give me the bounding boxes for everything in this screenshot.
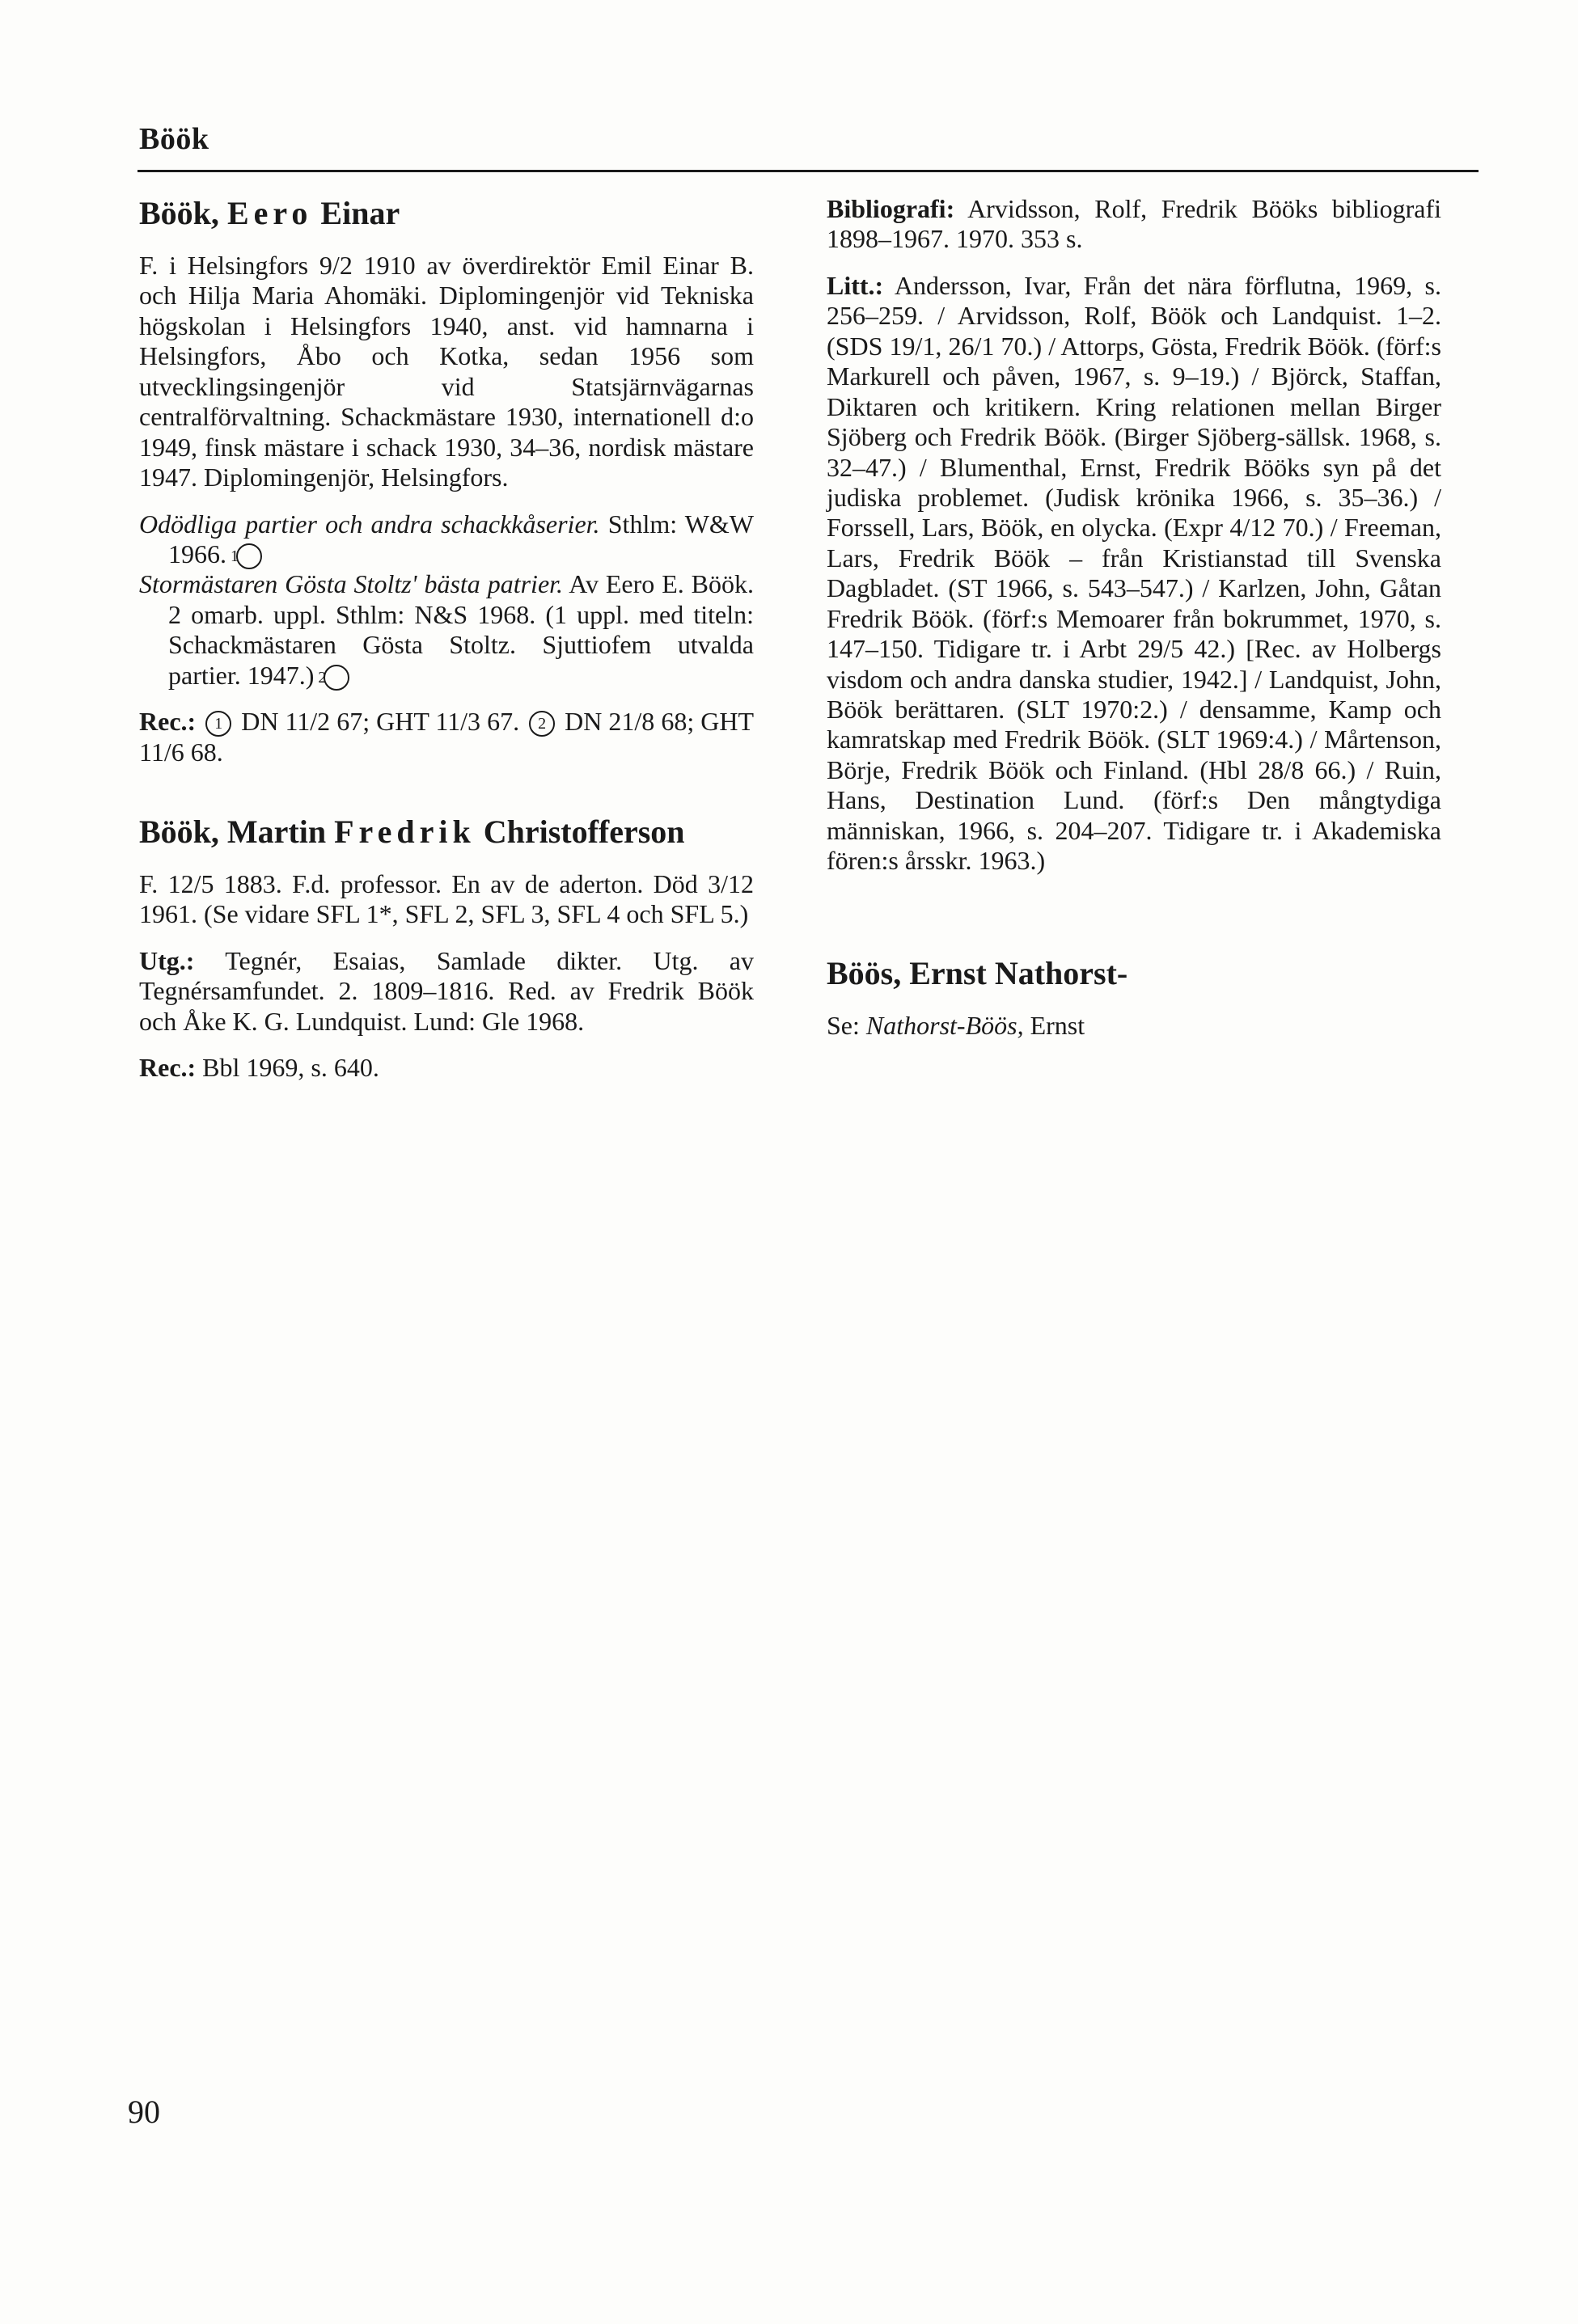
entry-forename: Einar	[320, 195, 400, 231]
reviews	[139, 1053, 754, 1083]
running-head: Böök	[139, 122, 209, 156]
works-list	[139, 509, 754, 691]
circled-number-1: 1	[236, 543, 262, 569]
entry-surname: Böök, Martin	[139, 813, 327, 850]
bibliography-text: Arvidsson, Rolf, Fredrik Bööks bibliografi 1898–1967. 1970. 353 s.	[827, 194, 1442, 254]
see-target: Nathorst-Böös,	[865, 1010, 1024, 1040]
entry-title-fredrik	[139, 813, 754, 851]
page-number: 90	[128, 2094, 160, 2130]
entry-bio: F. i Helsingfors 9/2 1910 av överdirektör Emil Einar B. och Hilja Maria Ahomäki. Diplomingenjör vid Tekniska högskolan i Helsingfors 1940, anst. vid hamnarna i Helsingfors, Åbo och Kotka, sedan 1956 som utvecklingsingenjör vid Statsjärnvägarnas centralförvaltning. Schackmästare 1930, internationell d:o 1949, finsk mästare i schack 1930, 34–36, nordisk mästare 1947. Diplomingenjör, Helsingfors.	[139, 251, 754, 492]
work-title: Odödliga partier och andra schackkåserier.	[139, 509, 600, 539]
reviews-label: Rec.:	[139, 1053, 197, 1083]
work-details: Sthlm: W&W 1966.	[168, 509, 755, 568]
right-column	[827, 194, 1441, 1057]
entry-title-eero	[139, 194, 754, 233]
entry-callname: Fredrik	[334, 813, 476, 850]
entry-title-boos: Böös, Ernst Nathorst-	[827, 954, 1128, 991]
bibliography-label: Bibliografi:	[827, 194, 955, 223]
circled-number-2: 2	[529, 711, 555, 737]
entry-surname: Böök,	[139, 195, 219, 231]
entry-callname: Eero	[226, 195, 313, 231]
editions-text: Tegnér, Esaias, Samlade dikter. Utg. av Tegnérsamfundet. 2. 1809–1816. Red. av Fredrik Böök och Åke K. G. Lundquist. Lund: Gle 1968.	[139, 945, 755, 1036]
work-item	[139, 509, 754, 570]
reviews-text: DN 21/8 68; GHT 11/6 68.	[139, 707, 755, 767]
reviews-text: Bbl 1969, s. 640.	[202, 1053, 379, 1083]
entry-forename: Christofferson	[483, 813, 685, 850]
entry-bio: F. 12/5 1883. F.d. professor. En av de aderton. Död 3/12 1961. (Se vidare SFL 1*, SFL 2, SFL 3, SFL 4 och SFL 5.)	[139, 869, 754, 929]
reviews-label: Rec.:	[139, 707, 197, 737]
work-item	[139, 569, 754, 691]
cross-reference	[827, 1011, 1441, 1041]
literature-label: Litt.:	[827, 270, 884, 300]
reviews-text: DN 11/2 67; GHT 11/3 67.	[241, 707, 520, 737]
bibliography	[827, 194, 1441, 255]
left-column	[139, 194, 754, 1100]
editions	[139, 946, 754, 1037]
see-target-rest: Ernst	[1030, 1010, 1085, 1040]
circled-number-2: 2	[324, 665, 349, 691]
reviews	[139, 707, 754, 767]
editions-label: Utg.:	[139, 945, 195, 975]
literature-text: Andersson, Ivar, Från det nära förflutna, 1969, s. 256–259. / Arvidsson, Rolf, Böök och Landquist. 1–2. (SDS 19/1, 26/1 70.) / Attorps, Gösta, Fredrik Böök. (förf:s Markurell och påven, 1967, s. 9–19.) / Björck, Staffan, Diktaren och kritikern. Kring relationen mellan Birger Sjöberg och Fredrik Böök. (Birger Sjöberg-sällsk. 1968, s. 32–47.) / Blumenthal, Ernst, Fredrik Bööks syn på det judiska problemet. (Judisk krönika 1966, s. 35–36.) / Forssell, Lars, Böök, en olycka. (Expr 4/12 70.) / Freeman, Lars, Fredrik Böök – från Kristianstad till Svenska Dagbladet. (ST 1966, s. 543–547.) / Karlzen, John, Gåtan Fredrik Böök. (förf:s Memoarer från bokrummet, 1970, s. 147–150. Tidigare tr. i Arbt 29/5 42.) [Rec. av Holbergs visdom och andra danska studier, 1942.] / Landquist, John, Böök berättaren. (SLT 1970:2.) / densamme, Kamp och kamratskap med Fredrik Böök. (SLT 1969:4.) / Mårtenson, Börje, Fredrik Böök och Finland. (Hbl 28/8 66.) / Ruin, Hans, Destination Lund. (förf:s Den mångtydiga människan, 1966, s. 204–207. Tidigare tr. i Akademiska fören:s årsskr. 1963.)	[827, 270, 1442, 876]
work-title: Stormästaren Gösta Stoltz' bästa patrier.	[139, 569, 564, 599]
header-rule	[137, 170, 1479, 172]
work-details: Av Eero E. Böök. 2 omarb. uppl. Sthlm: N&S 1968. (1 uppl. med titeln: Schackmästaren Gösta Stoltz. Sjuttiofem utvalda partier. 1947.)	[168, 569, 755, 690]
literature	[827, 271, 1441, 877]
circled-number-1: 1	[205, 711, 231, 737]
see-prefix: Se:	[827, 1010, 860, 1040]
